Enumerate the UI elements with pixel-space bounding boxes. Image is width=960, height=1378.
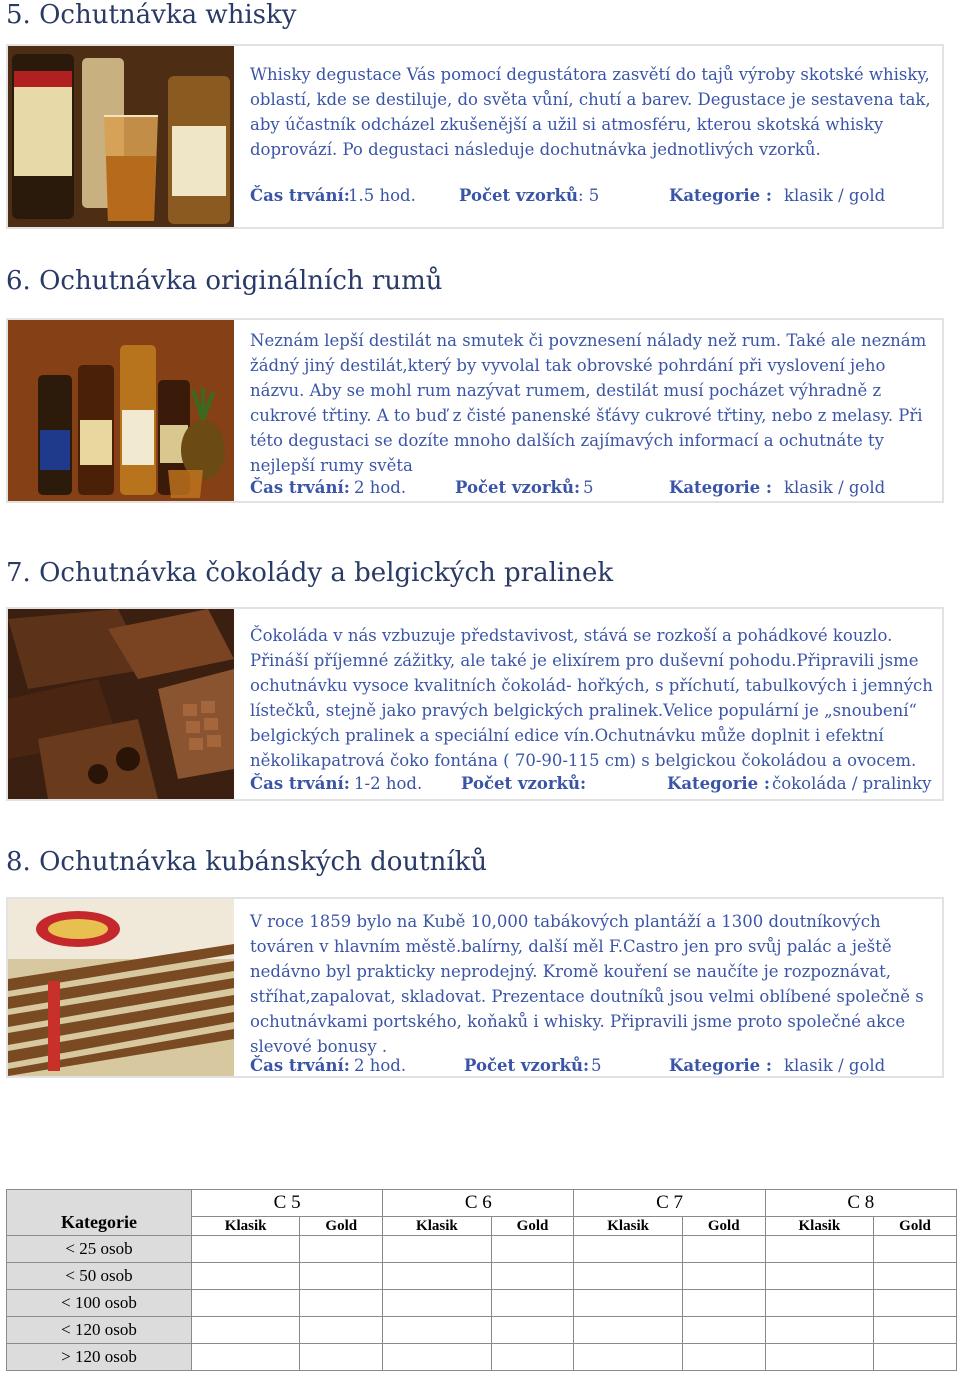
price-cell [574,1317,682,1344]
duration-label: Čas trvání: [250,478,350,497]
duration-label: Čas trvání: [250,1056,350,1075]
category-value: klasik / gold [784,1056,886,1075]
table-row [7,1317,957,1344]
category-label: Kategorie : [669,1056,772,1075]
chocolate-photo [8,609,234,799]
price-cell [383,1263,491,1290]
price-cell [765,1290,873,1317]
row-label: < 50 osob [7,1263,192,1290]
row-label: > 120 osob [7,1344,192,1371]
price-cell [192,1290,300,1317]
duration-label: Čas trvání: [250,774,350,793]
category-value: klasik / gold [784,478,886,497]
price-cell [682,1290,765,1317]
table-row-header: Kategorie [7,1190,192,1236]
price-cell [491,1317,574,1344]
price-cell [765,1317,873,1344]
subcol-gold: Gold [491,1217,574,1236]
price-cell [300,1263,383,1290]
category-label: Kategorie : [667,774,770,793]
duration-value: 1-2 hod. [354,774,423,793]
price-cell [192,1263,300,1290]
section-title-whisky: 5. Ochutnávka whisky [6,0,297,30]
section-title-cigars: 8. Ochutnávka kubánských doutníků [6,847,488,877]
samples-label: Počet vzorků [459,186,578,205]
section-description: Neznám lepší destilát na smutek či povznesení nálady než rum. Také ale neznám žádný jiný destilát,který by vyvolal tak obrovské pohrdání při vyslovení jeho názvu. Aby se mohl rum nazývat rumem, destilát musí pocházet výhradně z cukrové třtiny. A to buď z čisté panenské šťávy cukrové třtiny, nebo z melasy. Při této degustaci se dozíte mnoho dalších zajímavých informací a ochutnáte ty nejlepší rumy světa [250,331,927,475]
subcol-gold: Gold [682,1217,765,1236]
duration-value: 1.5 hod. [348,186,416,205]
price-cell [491,1263,574,1290]
price-cell [383,1236,491,1263]
row-label: < 120 osob [7,1317,192,1344]
rum-photo [8,320,234,501]
price-cell [192,1344,300,1371]
price-cell [574,1344,682,1371]
price-cell [574,1236,682,1263]
section-title-chocolate: 7. Ochutnávka čokolády a belgických pralinek [6,558,614,588]
price-cell [491,1344,574,1371]
price-cell [765,1263,873,1290]
table-row [7,1344,957,1371]
category-value: klasik / gold [784,186,886,205]
whisky-photo [8,46,234,227]
section-title-rum: 6. Ochutnávka originálních rumů [6,266,443,296]
subcol-klasik: Klasik [765,1217,873,1236]
samples-value: 5 [591,1056,602,1075]
subcol-klasik: Klasik [192,1217,300,1236]
price-cell [874,1344,957,1371]
section-description: V roce 1859 bylo na Kubě 10,000 tabákových plantáží a 1300 doutníkových továren v hlavním městě.balírny, další měl F.Castro jen pro svůj palác a ještě nedávno byl prakticky neprodejný. Kromě kouření se naučíte je rozpoznávat, stříhat,zapalovat, skladovat. Prezentace doutníků jsou velmi oblíbené společně s ochutnávkami portského, koňaků i whisky. Připravili jsme proto společné akce slevové bonusy . [250,912,924,1056]
samples-label: Počet vzorků: [464,1056,590,1075]
samples-label: Počet vzorků: [455,478,581,497]
price-cell [383,1290,491,1317]
price-cell [300,1317,383,1344]
price-cell [300,1344,383,1371]
subcol-klasik: Klasik [383,1217,491,1236]
price-cell [192,1317,300,1344]
price-cell [682,1344,765,1371]
row-label: < 100 osob [7,1290,192,1317]
price-cell [682,1317,765,1344]
subcol-klasik: Klasik [574,1217,682,1236]
group-c5: C 5 [192,1190,383,1217]
price-cell [491,1290,574,1317]
category-label: Kategorie : [669,186,772,205]
price-cell [874,1317,957,1344]
duration-value: 2 hod. [354,478,407,497]
price-cell [765,1236,873,1263]
category-label: Kategorie : [669,478,772,497]
section-card-cigars [6,897,944,1078]
price-cell [383,1317,491,1344]
price-cell [383,1344,491,1371]
duration-label: Čas trvání: [250,186,350,205]
section-card-rum [6,318,944,503]
table-row [7,1290,957,1317]
price-cell [300,1290,383,1317]
section-card-chocolate [6,607,944,801]
samples-label: Počet vzorků: [461,774,587,793]
subcol-gold: Gold [874,1217,957,1236]
price-table [6,1189,957,1371]
price-cell [682,1236,765,1263]
price-cell [682,1263,765,1290]
samples-value: : 5 [577,186,600,205]
row-label: < 25 osob [7,1236,192,1263]
price-cell [491,1236,574,1263]
group-c8: C 8 [765,1190,956,1217]
price-cell [574,1263,682,1290]
price-cell [574,1290,682,1317]
group-c6: C 6 [383,1190,574,1217]
group-c7: C 7 [574,1190,765,1217]
price-cell [874,1236,957,1263]
table-header-row [7,1190,957,1217]
table-row [7,1236,957,1263]
duration-value: 2 hod. [354,1056,407,1075]
price-cell [192,1236,300,1263]
section-description: Čokoláda v nás vzbuzuje představivost, stává se rozkoší a pohádkové kouzlo. Přináší příjemné zážitky, ale také je elixírem pro duševní pohodu.Připravili jsme ochutnávku vysoce kvalitních čokolád- hořkých, s příchutí, tabulkových i jemných lístečků, stejně jako pravých belgických pralinek.Velice populární je „snoubení“ belgických pralinek a speciální edice vín.Ochutnávku může doplnit i efektní několikapatrová čoko fontána ( 70-90-115 cm) s belgickou čokoládou a ovocem. [250,626,933,770]
price-cell [874,1263,957,1290]
samples-value: 5 [583,478,594,497]
table-row [7,1263,957,1290]
price-cell [765,1344,873,1371]
section-card-whisky [6,44,944,229]
subcol-gold: Gold [300,1217,383,1236]
cigar-photo [8,899,234,1076]
section-description: Whisky degustace Vás pomocí degustátora zasvětí do tajů výroby skotské whisky, oblastí, kde se destiluje, do světa vůní, chutí a barev. Degustace je sestavena tak, aby účastník odcházel zkušenější a užil si atmosféru, kterou skotská whisky doprovází. Po degustaci následuje dochutnávka jednotlivých vzorků. [250,65,931,159]
price-cell [874,1290,957,1317]
price-cell [300,1236,383,1263]
category-value: čokoláda / pralinky [772,774,932,793]
